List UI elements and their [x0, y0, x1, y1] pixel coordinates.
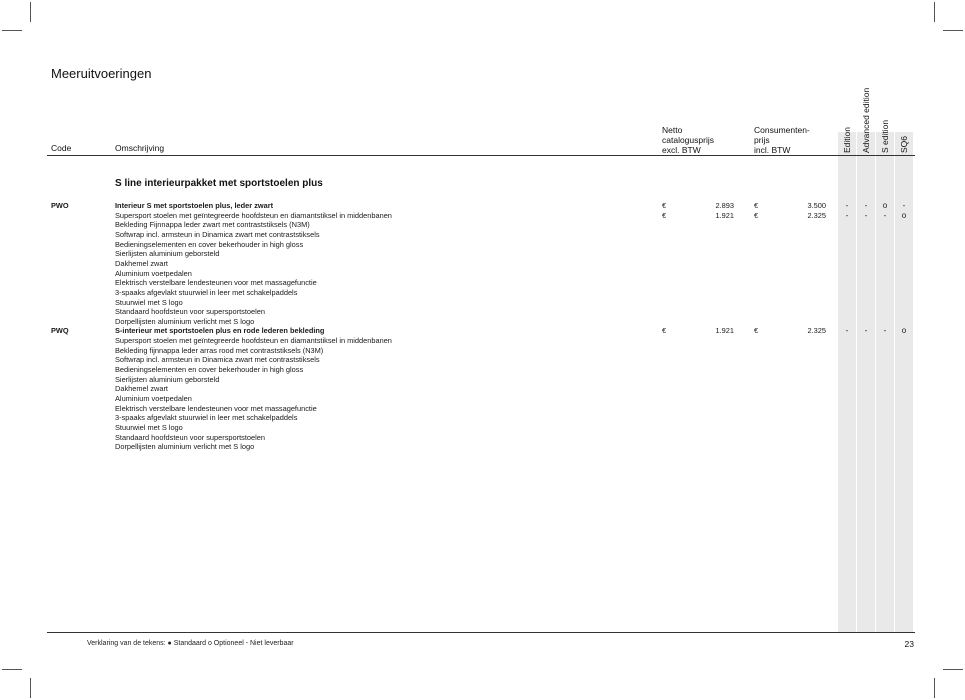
consumer-currency: € [754, 326, 759, 336]
availability-mark: o [882, 201, 888, 210]
crop-mark [2, 30, 22, 31]
header-s-edition: S edition [880, 119, 890, 153]
row-description: Bedieningselementen en cover bekerhouder in high gloss [115, 239, 304, 249]
row-description: Dorpellijsten aluminium verlicht met S logo [115, 442, 255, 452]
header-consumer-price: Consumenten- prijs incl. BTW [754, 125, 810, 155]
header-advanced-edition: Advanced edition [861, 87, 871, 153]
row-description: Bekleding fijnnappa leder arras rood met contraststiksels (N3M) [115, 345, 324, 355]
row-description: Bekleding Fijnnappa leder zwart met contraststiksels (N3M) [115, 220, 310, 230]
row-description: Standaard hoofdsteun voor supersportstoelen [115, 432, 265, 442]
row-description: Bedieningselementen en cover bekerhouder in high gloss [115, 365, 304, 375]
consumer-currency: € [754, 201, 759, 210]
crop-mark [30, 2, 31, 22]
row-description: S-interieur met sportstoelen plus en rode lederen bekleding [115, 326, 325, 336]
row-code: PWO [51, 201, 69, 210]
net-currency: € [662, 201, 667, 210]
page-title: Meeruitvoeringen [51, 66, 152, 81]
consumer-price: 2.325 [807, 210, 826, 220]
availability-mark: - [845, 201, 849, 210]
row-description: Stuurwiel met S logo [115, 422, 183, 432]
crop-mark [2, 669, 22, 670]
row-description: Sierlijsten aluminium geborsteld [115, 374, 220, 384]
row-description: 3-spaaks afgevlakt stuurwiel in leer met schakelpaddels [115, 413, 298, 423]
availability-mark: - [883, 210, 887, 220]
header-description: Omschrijving [115, 143, 165, 153]
footer-rule [47, 632, 915, 633]
row-description: Aluminium voetpedalen [115, 394, 192, 403]
row-description: Elektrisch verstelbare lendesteunen voor met massagefunctie [115, 278, 317, 288]
row-description: Elektrisch verstelbare lendesteunen voor met massagefunctie [115, 403, 317, 413]
crop-mark [30, 678, 31, 698]
row-description: Sierlijsten aluminium geborsteld [115, 249, 220, 259]
row-code: PWQ [51, 326, 69, 336]
row-description: Softwrap incl. armsteun in Dinamica zwart met contraststiksels [115, 355, 320, 365]
net-price: 1.921 [715, 210, 734, 220]
availability-mark: - [864, 201, 868, 210]
row-description: Supersport stoelen met geïntegreerde hoofdsteun en diamantstiksel in middenbanen [115, 210, 392, 220]
section-title: S line interieurpakket met sportstoelen plus [115, 178, 323, 189]
crop-mark [943, 669, 963, 670]
header-code: Code [51, 143, 72, 153]
crop-mark [934, 678, 935, 698]
net-currency: € [662, 326, 667, 336]
availability-mark: - [883, 326, 887, 336]
consumer-price: 3.500 [807, 201, 826, 210]
row-description: Dakhemel zwart [115, 384, 168, 394]
availability-mark: - [845, 326, 849, 336]
crop-mark [934, 2, 935, 22]
row-description: Supersport stoelen met geïntegreerde hoofdsteun en diamantstiksel in middenbanen [115, 336, 392, 346]
row-description: Stuurwiel met S logo [115, 297, 183, 307]
net-price: 1.921 [715, 326, 734, 336]
row-description: Dorpellijsten aluminium verlicht met S logo [115, 316, 255, 326]
consumer-price: 2.325 [807, 326, 826, 336]
crop-mark [943, 30, 963, 31]
row-description: Interieur S met sportstoelen plus, leder zwart [115, 201, 274, 210]
availability-mark: - [864, 326, 868, 336]
row-description: Aluminium voetpedalen [115, 268, 192, 278]
net-currency: € [662, 210, 667, 220]
row-description: Standaard hoofdsteun voor supersportstoelen [115, 307, 265, 317]
availability-mark: - [845, 210, 849, 220]
net-price: 2.893 [715, 201, 734, 210]
header-sq6: SQ6 [899, 135, 909, 153]
page-number: 23 [904, 639, 914, 649]
availability-mark: o [901, 326, 907, 336]
availability-mark: - [864, 210, 868, 220]
row-description: 3-spaaks afgevlakt stuurwiel in leer met schakelpaddels [115, 287, 298, 297]
header-net-price: Netto catalogusprijs excl. BTW [662, 125, 714, 155]
availability-mark: - [902, 201, 906, 210]
row-description: Softwrap incl. armsteun in Dinamica zwart met contraststiksels [115, 229, 320, 239]
header-edition: Edition [842, 127, 852, 153]
consumer-currency: € [754, 210, 759, 220]
header-rule [47, 155, 915, 156]
legend-text: Verklaring van de tekens: ● Standaard o Optioneel - Niet leverbaar [87, 640, 294, 647]
row-description: Dakhemel zwart [115, 258, 168, 268]
availability-mark: o [901, 210, 907, 220]
